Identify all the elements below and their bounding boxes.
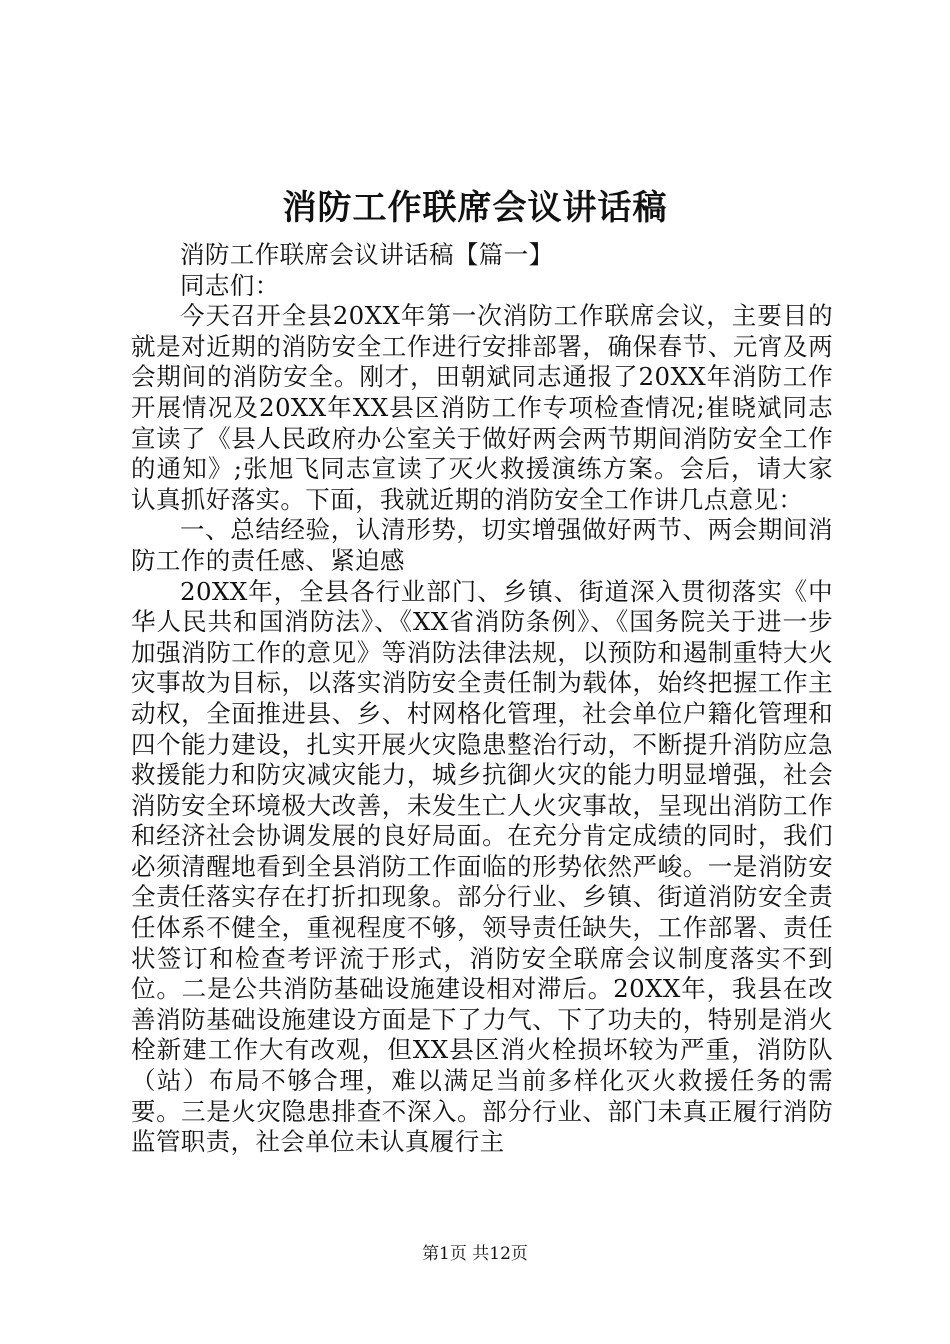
paragraph: 一、总结经验，认清形势，切实增强做好两节、两会期间消防工作的责任感、紧迫感 (131, 515, 833, 575)
paragraph: 消防工作联席会议讲话稿【篇一】 (180, 240, 554, 269)
paragraph: 同志们： (180, 270, 280, 300)
document-body (131, 240, 833, 1158)
paragraph: 今天召开全县20XX年第一次消防工作联席会议，主要目的就是对近期的消防安全工作进行安排部署，确保春节、元宵及两会期间的消防安全。刚才，田朝斌同志通报了20XX年消防工作开展情况及20XX年XX县区消防工作专项检查情况;崔晓斌同志宣读了《县人民政府办公室关于做好两会两节期间消防安全工作的通知》;张旭飞同志宣读了灭火救援演练方案。会后，请大家认真抓好落实。下面，我就近期的消防安全工作讲几点意见： (131, 301, 833, 514)
document-title: 消防工作联席会议讲话稿 (282, 188, 668, 228)
paragraph: 20XX年，全县各行业部门、乡镇、街道深入贯彻落实《中华人民共和国消防法》、《XX省消防条例》、《国务院关于进一步加强消防工作的意见》等消防法律法规，以预防和遏制重特大火灾事故为目标，以落实消防安全责任制为载体，始终把握工作主动权，全面推进县、乡、村网格化管理，社会单位户籍化管理和四个能力建设，扎实开展火灾隐患整治行动，不断提升消防应急救援能力和防灾减灾能力，城乡抗御火灾的能力明显增强，社会消防安全环境极大改善，未发生亡人火灾事故，呈现出消防工作和经济社会协调发展的良好局面。在充分肯定成绩的同时，我们必须清醒地看到全县消防工作面临的形势依然严峻。一是消防安全责任落实存在打折扣现象。部分行业、乡镇、街道消防安全责任体系不健全，重视程度不够，领导责任缺失，工作部署、责任状签订和检查考评流于形式，消防安全联席会议制度落实不到位。二是公共消防基础设施建设相对滞后。20XX年，我县在改善消防基础设施建设方面是下了力气、下了功夫的，特别是消火栓新建工作大有改观，但XX县区消火栓损坏较为严重，消防队（站）布局不够合理，难以满足当前多样化灭火救援任务的需要。三是火灾隐患排查不深入。部分行业、部门未真正履行消防监管职责，社会单位未认真履行主 (131, 576, 833, 1157)
page-footer: 第1页 共12页 (422, 1244, 528, 1264)
